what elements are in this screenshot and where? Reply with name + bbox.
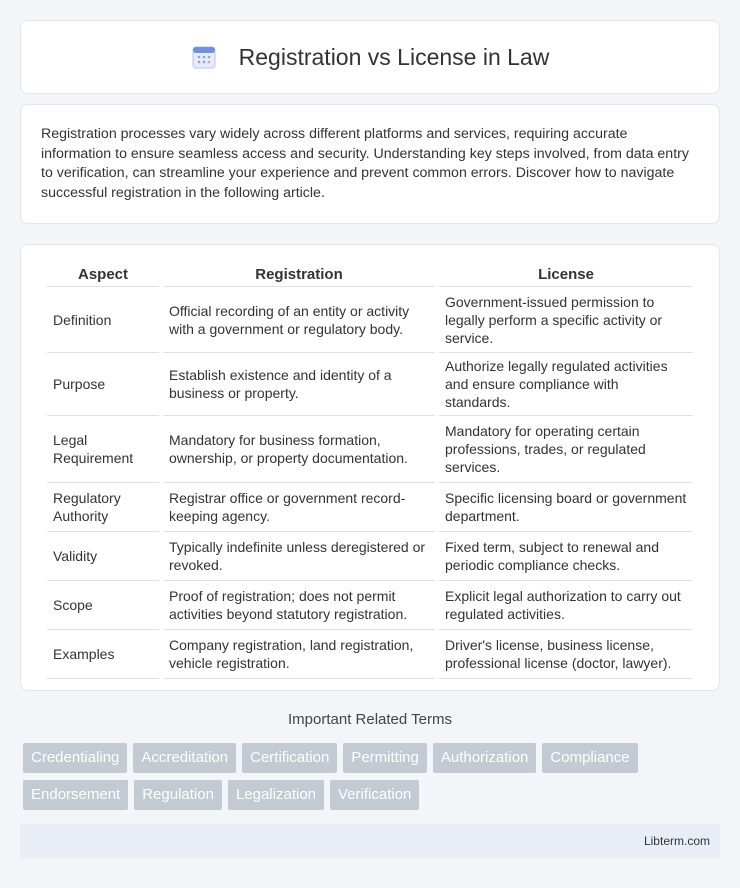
tag-permitting[interactable]: Permitting — [343, 743, 427, 773]
cell-license: Authorize legally regulated activities and ensure compliance with standards. — [439, 353, 693, 416]
cell-registration: Typically indefinite unless deregistered or revoked. — [163, 532, 435, 581]
tag-accreditation[interactable]: Accreditation — [133, 743, 236, 773]
related-terms-list — [23, 743, 723, 810]
table-row — [47, 287, 693, 353]
tag-regulation[interactable]: Regulation — [134, 780, 222, 810]
page-title: Registration vs License in Law — [238, 43, 550, 70]
tag-endorsement[interactable]: Endorsement — [23, 780, 128, 810]
cell-aspect: Scope — [47, 581, 159, 630]
tag-compliance[interactable]: Compliance — [542, 743, 637, 773]
cell-license: Mandatory for operating certain professions, trades, or regulated services. — [439, 416, 693, 483]
tag-authorization[interactable]: Authorization — [433, 743, 537, 773]
cell-aspect: Examples — [47, 630, 159, 679]
related-terms-title: Important Related Terms — [288, 711, 452, 728]
cell-license: Fixed term, subject to renewal and periodic compliance checks. — [439, 532, 693, 581]
table-header-row — [47, 265, 693, 287]
cell-license: Explicit legal authorization to carry out regulated activities. — [439, 581, 693, 630]
cell-registration: Proof of registration; does not permit activities beyond statutory registration. — [163, 581, 435, 630]
table-row — [47, 416, 693, 483]
cell-registration: Company registration, land registration, vehicle registration. — [163, 630, 435, 679]
cell-aspect: Definition — [47, 287, 159, 353]
cell-license: Specific licensing board or government department. — [439, 483, 693, 532]
cell-registration: Registrar office or government record-keeping agency. — [163, 483, 435, 532]
table-row — [47, 483, 693, 532]
tag-credentialing[interactable]: Credentialing — [23, 743, 127, 773]
comparison-card — [20, 244, 720, 691]
intro-card — [20, 104, 720, 224]
cell-registration: Official recording of an entity or activity with a government or regulatory body. — [163, 287, 435, 353]
cell-registration: Mandatory for business formation, ownership, or property documentation. — [163, 416, 435, 483]
footer-site-link[interactable]: Libterm.com — [643, 834, 710, 848]
cell-license: Driver's license, business license, professional license (doctor, lawyer). — [439, 630, 693, 679]
cell-aspect: Regulatory Authority — [47, 483, 159, 532]
header-card — [20, 20, 720, 94]
header-aspect: Aspect — [47, 265, 159, 287]
table-row — [47, 581, 693, 630]
tag-verification[interactable]: Verification — [330, 780, 419, 810]
tag-certification[interactable]: Certification — [242, 743, 337, 773]
document-icon — [191, 44, 217, 70]
header-registration: Registration — [163, 265, 435, 287]
cell-registration: Establish existence and identity of a business or property. — [163, 353, 435, 416]
cell-license: Government-issued permission to legally perform a specific activity or service. — [439, 287, 693, 353]
cell-aspect: Legal Requirement — [47, 416, 159, 483]
table-row — [47, 532, 693, 581]
table-row — [47, 630, 693, 679]
tag-legalization[interactable]: Legalization — [228, 780, 324, 810]
header-license: License — [439, 265, 693, 287]
comparison-table — [43, 265, 697, 679]
table-row — [47, 353, 693, 416]
cell-aspect: Validity — [47, 532, 159, 581]
footer — [20, 824, 720, 858]
cell-aspect: Purpose — [47, 353, 159, 416]
intro-text: Registration processes vary widely across different platforms and services, requiring accurate information to ensure seamless access and security. Understanding key steps involved, from data entry to verification, can streamline your experience and prevent common errors. Discover how to navigate successful registration in the following article. — [41, 126, 689, 202]
